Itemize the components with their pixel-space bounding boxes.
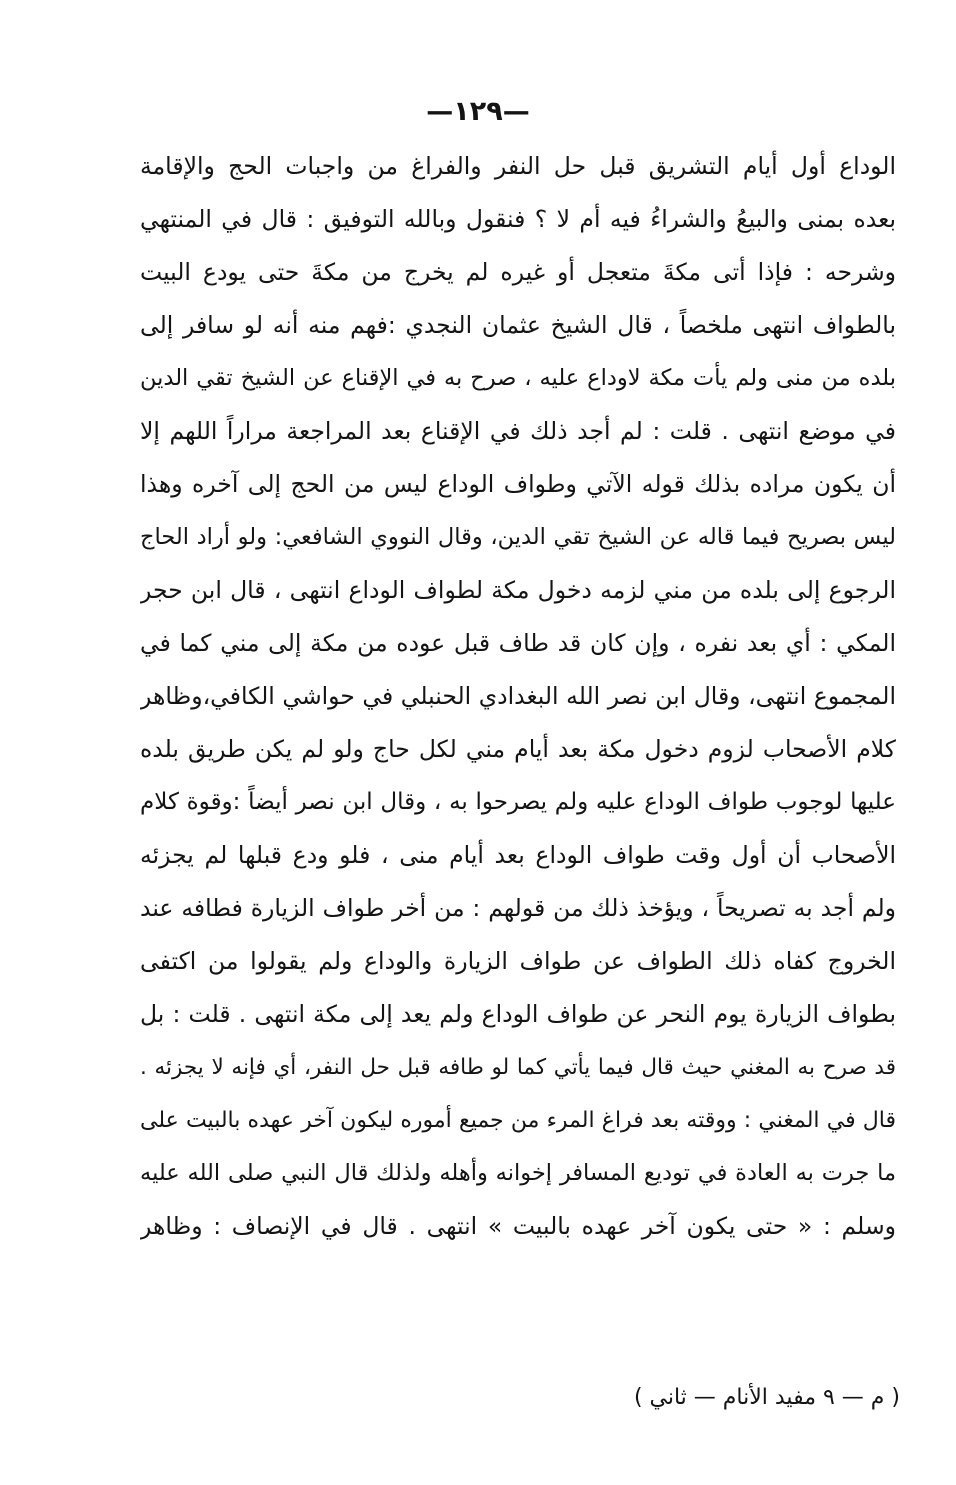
text-line: ليس بصريح فيما قاله عن الشيخ تقي الدين، وقال النووي الشافعي: ولو أراد الحاج bbox=[140, 524, 896, 550]
text-line: وشرحه : فإذا أتى مكةَ متعجل أو غيره لم يخرج من مكةَ حتى يودع البيت bbox=[140, 258, 896, 286]
text-line: بطواف الزيارة يوم النحر عن طواف الوداع ولم يعد إلى مكة انتهى . قلت : بل bbox=[140, 1000, 896, 1028]
text-line: بعده بمنى والبيعُ والشراءُ فيه أم لا ؟ فنقول وبالله التوفيق : قال في المنتهي bbox=[140, 205, 896, 233]
text-line: الرجوع إلى بلده من مني لزمه دخول مكة لطواف الوداع انتهى ، قال ابن حجر bbox=[140, 576, 896, 604]
text-line: قد صرح به المغني حيث قال فيما يأتي كما لو طافه قبل حل النفر، أي فإنه لا يجزئه . bbox=[140, 1055, 896, 1080]
text-line: في موضع انتهى . قلت : لم أجد ذلك في الإقناع بعد المراجعة مراراً اللهم إلا bbox=[140, 417, 896, 445]
body-text bbox=[140, 140, 896, 1253]
text-line: قال في المغني : ووقته بعد فراغ المرء من جميع أموره ليكون آخر عهده بالبيت على bbox=[140, 1108, 896, 1133]
text-line: كلام الأصحاب لزوم دخول مكة بعد أيام مني لكل حاج ولو لم يكن طريق بلده bbox=[140, 735, 896, 763]
text-line: ما جرت به العادة في توديع المسافر إخوانه وأهله ولذلك قال النبي صلى الله عليه bbox=[140, 1160, 896, 1186]
text-line: الخروج كفاه ذلك الطواف عن طواف الزيارة والوداع ولم يقولوا من اكتفى bbox=[140, 947, 896, 975]
text-line: بلده من منى ولم يأت مكة لاوداع عليه ، صرح به في الإقناع عن الشيخ تقي الدين bbox=[140, 365, 896, 391]
text-line: بالطواف انتهى ملخصاً ، قال الشيخ عثمان النجدي :فهم منه أنه لو سافر إلى bbox=[140, 311, 896, 339]
text-line: المكي : أي بعد نفره ، وإن كان قد طاف قبل عوده من مكة إلى مني كما في bbox=[140, 629, 896, 657]
text-line: ولم أجد به تصريحاً ، ويؤخذ ذلك من قولهم : من أخر طواف الزيارة فطافه عند bbox=[140, 894, 896, 922]
signature-footer: ( م — ٩ مفيد الأنام — ثاني ) bbox=[633, 1385, 900, 1410]
page-number: —١٢٩— bbox=[426, 96, 530, 127]
text-line: أن يكون مراده بذلك قوله الآتي وطواف الوداع ليس من الحج إلى آخره وهذا bbox=[140, 470, 896, 498]
text-line: الوداع أول أيام التشريق قبل حل النفر والفراغ من واجبات الحج والإقامة bbox=[140, 152, 896, 180]
text-line: وسلم : « حتى يكون آخر عهده بالبيت » انتهى . قال في الإنصاف : وظاهر bbox=[140, 1212, 896, 1240]
text-line: المجموع انتهى، وقال ابن نصر الله البغدادي الحنبلي في حواشي الكافي،وظاهر bbox=[140, 682, 896, 710]
text-line: الأصحاب أن أول وقت طواف الوداع بعد أيام منى ، فلو ودع قبلها لم يجزئه bbox=[140, 841, 896, 869]
text-line: عليها لوجوب طواف الوداع عليه ولم يصرحوا به ، وقال ابن نصر أيضاً :وقوة كلام bbox=[140, 789, 896, 815]
